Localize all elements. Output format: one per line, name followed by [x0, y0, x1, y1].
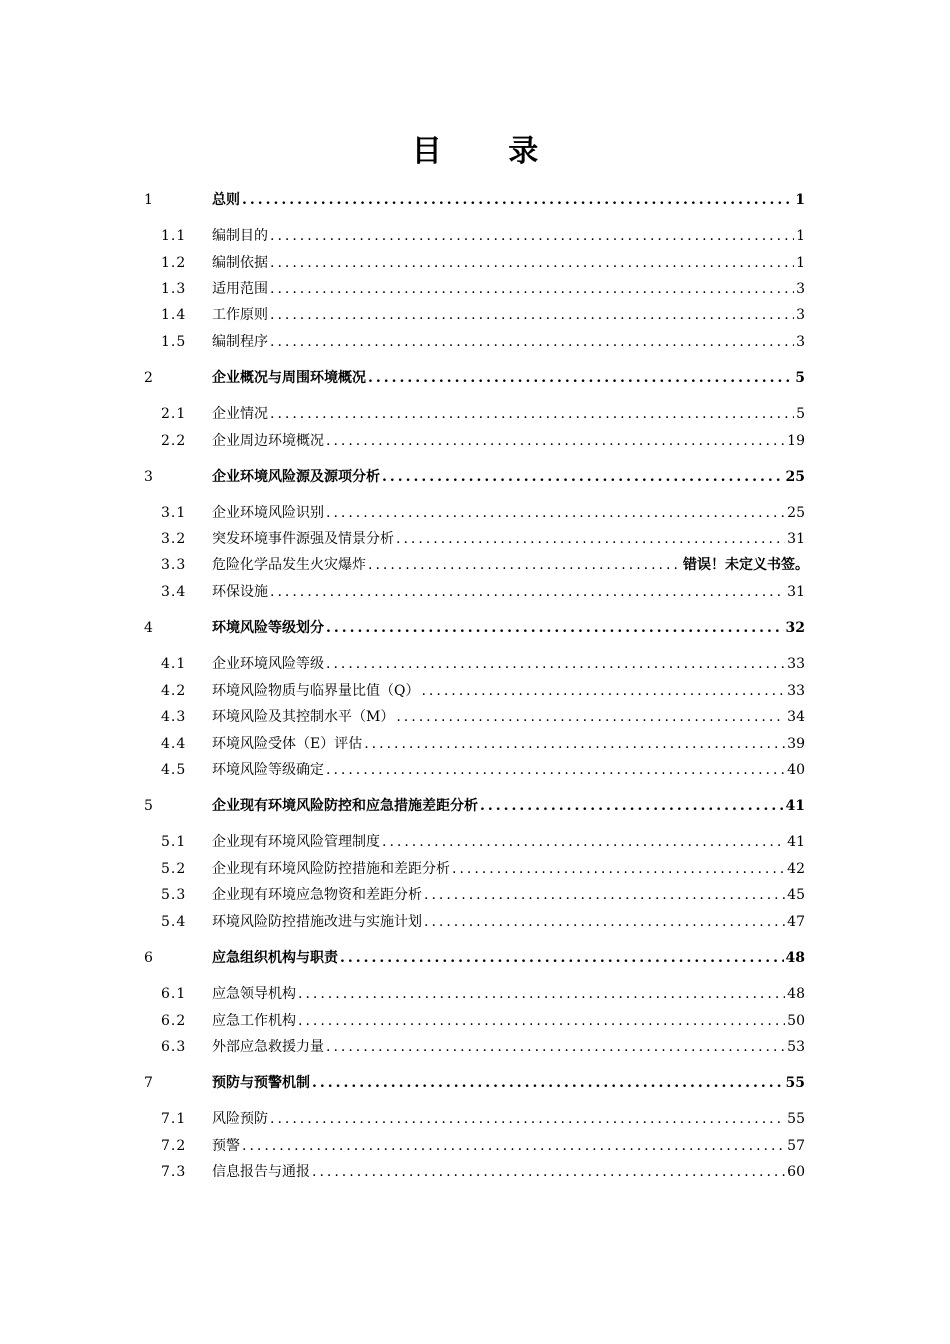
- toc-entry-number: 1.5: [161, 334, 187, 350]
- toc-entry-line: [212, 910, 805, 934]
- toc-entry-label: 预警: [212, 1138, 240, 1154]
- toc-dot-leader: [270, 402, 794, 426]
- toc-page-number: 5: [795, 370, 805, 386]
- toc-entry-number: 3.4: [161, 584, 187, 600]
- toc-section-entry[interactable]: [0, 429, 950, 453]
- toc-entry-label: 预防与预警机制: [212, 1075, 310, 1091]
- toc-page-number: 5: [796, 406, 805, 422]
- toc-entry-number: 3.3: [161, 557, 187, 573]
- toc-dot-leader: [312, 1071, 784, 1095]
- toc-chapter-entry[interactable]: [0, 1071, 950, 1095]
- toc-section-entry[interactable]: [0, 679, 950, 703]
- toc-section-entry[interactable]: [0, 857, 950, 881]
- toc-entry-number: 5.4: [161, 914, 187, 930]
- toc-section-entry[interactable]: [0, 1160, 950, 1184]
- toc-dot-leader: [368, 366, 793, 390]
- toc-entry-label: 环保设施: [212, 584, 268, 600]
- toc-entry-label: 外部应急救援力量: [212, 1039, 324, 1055]
- toc-entry-line: [212, 330, 805, 354]
- toc-entry-line: [212, 1071, 805, 1095]
- toc-entry-label: 企业概况与周围环境概况: [212, 370, 366, 386]
- toc-page-number: 31: [787, 584, 805, 600]
- toc-entry-number: 2: [144, 370, 153, 386]
- toc-dot-leader: [270, 251, 794, 275]
- toc-page-number: 48: [787, 986, 805, 1002]
- toc-chapter-entry[interactable]: [0, 616, 950, 640]
- page-title: 目 录: [411, 134, 567, 169]
- toc-dot-leader: [270, 1107, 785, 1131]
- toc-entry-label: 环境风险等级划分: [212, 620, 324, 636]
- toc-entry-number: 6.2: [161, 1013, 187, 1029]
- toc-entry-label: 应急领导机构: [212, 986, 296, 1002]
- toc-entry-line: [212, 1160, 805, 1184]
- toc-entry-number: 5.1: [161, 834, 187, 850]
- toc-page-number: 1: [796, 255, 805, 271]
- toc-entry-label: 适用范围: [212, 281, 268, 297]
- toc-entry-label: 企业现有环境风险管理制度: [212, 834, 380, 850]
- toc-entry-number: 5: [144, 798, 153, 814]
- toc-chapter-entry[interactable]: [0, 188, 950, 212]
- toc-chapter-entry[interactable]: [0, 465, 950, 489]
- toc-entry-number: 7: [144, 1075, 153, 1091]
- toc-dot-leader: [424, 910, 785, 934]
- toc-entry-number: 7.1: [161, 1111, 187, 1127]
- toc-entry-number: 3.1: [161, 505, 187, 521]
- toc-section-entry[interactable]: [0, 1107, 950, 1131]
- toc-section-entry[interactable]: [0, 1035, 950, 1059]
- toc-dot-leader: [326, 1035, 785, 1059]
- toc-entry-label: 环境风险受体（E）评估: [212, 736, 363, 752]
- toc-page-number: 32: [785, 620, 805, 636]
- toc-entry-label: 编制目的: [212, 228, 268, 244]
- toc-entry-label: 企业情况: [212, 406, 268, 422]
- toc-page-number: 48: [785, 950, 805, 966]
- toc-chapter-entry[interactable]: [0, 946, 950, 970]
- toc-entry-line: [212, 652, 805, 676]
- toc-entry-number: 7.2: [161, 1138, 187, 1154]
- toc-entry-line: [212, 429, 805, 453]
- toc-dot-leader: [270, 277, 794, 301]
- toc-page-number: 3: [796, 307, 805, 323]
- toc-section-entry[interactable]: [0, 1009, 950, 1033]
- toc-section-entry[interactable]: [0, 303, 950, 327]
- toc-entry-line: [212, 303, 805, 327]
- toc-entry-label: 编制依据: [212, 255, 268, 271]
- toc-dot-leader: [480, 794, 784, 818]
- toc-section-entry[interactable]: [0, 251, 950, 275]
- toc-entry-number: 6.1: [161, 986, 187, 1002]
- toc-entry-number: 1: [144, 192, 153, 208]
- toc-section-entry[interactable]: [0, 580, 950, 604]
- toc-entry-label: 危险化学品发生火灾爆炸: [212, 557, 366, 573]
- toc-entry-line: [212, 982, 805, 1006]
- toc-page-number: 19: [787, 433, 805, 449]
- toc-entry-label: 环境风险防控措施改进与实施计划: [212, 914, 422, 930]
- toc-section-entry[interactable]: [0, 330, 950, 354]
- toc-page-number: 33: [787, 656, 805, 672]
- toc-entry-label: 风险预防: [212, 1111, 268, 1127]
- toc-entry-label: 环境风险及其控制水平（M）: [212, 709, 395, 725]
- toc-page-number: 57: [787, 1138, 805, 1154]
- toc-entry-line: [212, 188, 805, 212]
- toc-section-entry[interactable]: [0, 758, 950, 782]
- toc-page-number: 55: [787, 1111, 805, 1127]
- toc-bookmark-error: 错误！未定义书签。: [683, 557, 809, 573]
- toc-entry-label: 企业现有环境应急物资和差距分析: [212, 887, 422, 903]
- toc-entry-label: 企业周边环境概况: [212, 433, 324, 449]
- toc-entry-label: 总则: [212, 192, 240, 208]
- toc-entry-label: 环境风险等级确定: [212, 762, 324, 778]
- toc-dot-leader: [326, 758, 785, 782]
- toc-dot-leader: [242, 1134, 785, 1158]
- toc-entry-line: [212, 946, 805, 970]
- toc-section-entry[interactable]: [0, 732, 950, 756]
- toc-section-entry[interactable]: [0, 553, 950, 577]
- toc-section-entry[interactable]: [0, 402, 950, 426]
- toc-entry-line: [212, 883, 805, 907]
- toc-section-entry[interactable]: [0, 277, 950, 301]
- toc-entry-label: 工作原则: [212, 307, 268, 323]
- toc-dot-leader: [424, 883, 785, 907]
- toc-entry-line: [212, 758, 805, 782]
- toc-entry-label: 环境风险物质与临界量比值（Q）: [212, 683, 420, 699]
- toc-page-number: 39: [787, 736, 805, 752]
- toc-dot-leader: [298, 982, 785, 1006]
- toc-dot-leader: [326, 616, 784, 640]
- toc-section-entry[interactable]: [0, 1134, 950, 1158]
- toc-dot-leader: [396, 527, 785, 551]
- toc-entry-number: 4.3: [161, 709, 187, 725]
- toc-entry-label: 应急工作机构: [212, 1013, 296, 1029]
- toc-entry-number: 6.3: [161, 1039, 187, 1055]
- toc-page-number: 25: [787, 505, 805, 521]
- toc-page-number: 45: [787, 887, 805, 903]
- toc-page-number: 47: [787, 914, 805, 930]
- toc-entry-label: 企业环境风险等级: [212, 656, 324, 672]
- toc-page-number: 53: [787, 1039, 805, 1055]
- toc-page-number: 3: [796, 281, 805, 297]
- toc-entry-line: [212, 224, 805, 248]
- toc-entry-line: [212, 705, 805, 729]
- toc-page-number: 41: [785, 798, 805, 814]
- toc-page-number: 1: [795, 192, 805, 208]
- toc-entry-label: 企业环境风险源及源项分析: [212, 469, 380, 485]
- toc-section-entry[interactable]: [0, 830, 950, 854]
- toc-dot-leader: [298, 1009, 785, 1033]
- toc-dot-leader: [340, 946, 784, 970]
- toc-entry-number: 4.4: [161, 736, 187, 752]
- toc-entry-line: [212, 794, 805, 818]
- toc-entry-label: 编制程序: [212, 334, 268, 350]
- toc-section-entry[interactable]: [0, 501, 950, 525]
- toc-section-entry[interactable]: [0, 527, 950, 551]
- toc-section-entry[interactable]: [0, 652, 950, 676]
- toc-page-number: 1: [796, 228, 805, 244]
- toc-entry-label: 应急组织机构与职责: [212, 950, 338, 966]
- toc-page-number: 34: [787, 709, 805, 725]
- toc-dot-leader: [270, 303, 794, 327]
- toc-dot-leader: [364, 732, 785, 756]
- toc-entry-line: [212, 1009, 805, 1033]
- toc-entry-line: [212, 402, 805, 426]
- toc-entry-line: [212, 553, 809, 577]
- toc-entry-number: 6: [144, 950, 153, 966]
- toc-dot-leader: [270, 580, 785, 604]
- toc-section-entry[interactable]: [0, 883, 950, 907]
- toc-entry-number: 2.2: [161, 433, 187, 449]
- toc-chapter-entry[interactable]: [0, 366, 950, 390]
- toc-entry-number: 4.1: [161, 656, 187, 672]
- toc-entry-number: 4: [144, 620, 153, 636]
- toc-page-number: 41: [787, 834, 805, 850]
- toc-entry-number: 7.3: [161, 1164, 187, 1180]
- toc-page-number: 31: [787, 531, 805, 547]
- toc-section-entry[interactable]: [0, 910, 950, 934]
- toc-page-number: 50: [787, 1013, 805, 1029]
- toc-entry-line: [212, 679, 805, 703]
- toc-dot-leader: [382, 465, 784, 489]
- toc-entry-line: [212, 830, 805, 854]
- toc-entry-line: [212, 501, 805, 525]
- toc-entry-number: 3: [144, 469, 153, 485]
- toc-dot-leader: [242, 188, 793, 212]
- toc-dot-leader: [326, 429, 785, 453]
- toc-entry-label: 企业环境风险识别: [212, 505, 324, 521]
- toc-entry-number: 1.1: [161, 228, 187, 244]
- toc-entry-line: [212, 616, 805, 640]
- toc-page-number: 33: [787, 683, 805, 699]
- toc-entry-number: 1.3: [161, 281, 187, 297]
- toc-page-number: 60: [787, 1164, 805, 1180]
- toc-dot-leader: [396, 705, 785, 729]
- toc-entry-number: 1.2: [161, 255, 187, 271]
- toc-entry-number: 4.5: [161, 762, 187, 778]
- toc-entry-line: [212, 277, 805, 301]
- toc-entry-label: 突发环境事件源强及情景分析: [212, 531, 394, 547]
- toc-dot-leader: [326, 501, 785, 525]
- toc-page-number: 3: [796, 334, 805, 350]
- toc-dot-leader: [326, 652, 785, 676]
- toc-section-entry[interactable]: [0, 982, 950, 1006]
- toc-page-number: 40: [787, 762, 805, 778]
- toc-entry-line: [212, 1134, 805, 1158]
- toc-entry-number: 3.2: [161, 531, 187, 547]
- toc-entry-label: 企业现有环境风险防控措施和差距分析: [212, 861, 450, 877]
- toc-page-number: 55: [785, 1075, 805, 1091]
- toc-dot-leader: [382, 830, 785, 854]
- toc-dot-leader: [270, 330, 794, 354]
- toc-entry-line: [212, 1107, 805, 1131]
- toc-entry-number: 5.2: [161, 861, 187, 877]
- toc-dot-leader: [312, 1160, 785, 1184]
- toc-entry-number: 1.4: [161, 307, 187, 323]
- toc-entry-line: [212, 251, 805, 275]
- toc-entry-line: [212, 1035, 805, 1059]
- toc-entry-line: [212, 732, 805, 756]
- toc-dot-leader: [270, 224, 794, 248]
- toc-entry-line: [212, 366, 805, 390]
- toc-dot-leader: [452, 857, 785, 881]
- toc-entry-number: 5.3: [161, 887, 187, 903]
- toc-entry-line: [212, 580, 805, 604]
- toc-section-entry[interactable]: [0, 705, 950, 729]
- toc-dot-leader: [421, 679, 785, 703]
- toc-entry-line: [212, 857, 805, 881]
- toc-entry-number: 4.2: [161, 683, 187, 699]
- toc-entry-label: 企业现有环境风险防控和应急措施差距分析: [212, 798, 478, 814]
- toc-chapter-entry[interactable]: [0, 794, 950, 818]
- toc-entry-label: 信息报告与通报: [212, 1164, 310, 1180]
- toc-entry-line: [212, 465, 805, 489]
- toc-entry-number: 2.1: [161, 406, 187, 422]
- toc-entry-line: [212, 527, 805, 551]
- toc-page-number: 42: [787, 861, 805, 877]
- toc-dot-leader: [368, 553, 681, 577]
- toc-page-number: 25: [785, 469, 805, 485]
- toc-section-entry[interactable]: [0, 224, 950, 248]
